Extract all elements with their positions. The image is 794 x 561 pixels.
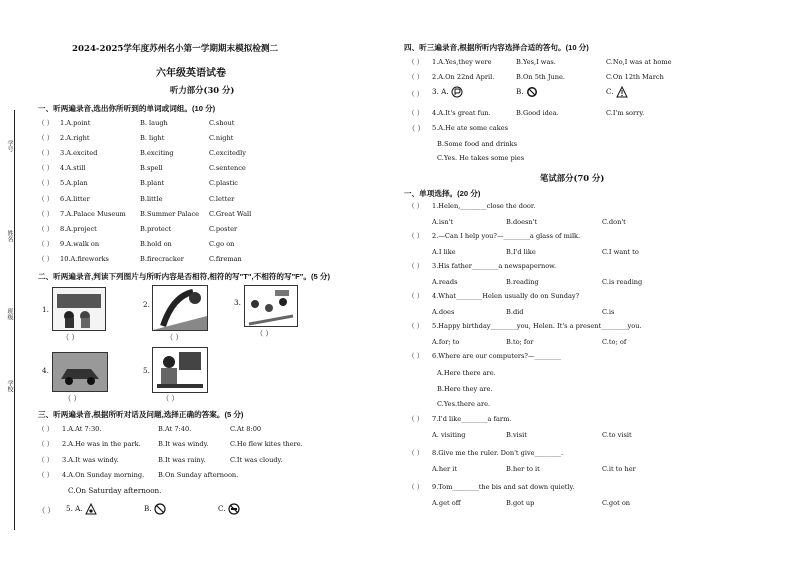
answer-paren: （ ） — [408, 109, 424, 117]
option-a: A.get off — [432, 499, 461, 507]
option-c: C.got on — [602, 499, 631, 507]
option-a: A.I like — [432, 248, 456, 256]
option-a: 7.A.Palace Museum — [60, 209, 126, 218]
pic2-number: 2. — [143, 300, 150, 309]
option-a: 4.A.On Sunday morning. — [62, 470, 145, 479]
question-text: 8.Give me the ruler. Don't give________. — [432, 449, 564, 457]
answer-paren: （ ） — [38, 440, 54, 449]
answer-paren: （ ） — [38, 179, 54, 188]
answer-paren: （ ） — [408, 415, 424, 423]
option-a: 4.A.still — [60, 164, 86, 173]
answer-paren: （ ） — [408, 90, 424, 98]
answer-paren: （ ） — [38, 239, 54, 248]
answer-paren: （ ） — [38, 134, 54, 143]
option-c: C.night — [209, 134, 234, 143]
question-text: 3.His father________a newspapernow. — [432, 262, 557, 270]
answer-paren: （ ） — [408, 262, 424, 270]
option-a: 3.A.excited — [60, 149, 98, 158]
pic3-number: 3. — [234, 298, 241, 307]
option-c: C.excitedly — [209, 149, 246, 158]
answer-paren: （ ） — [408, 352, 424, 360]
picture-1 — [52, 287, 106, 331]
no-entry-sign-icon — [526, 86, 538, 98]
option-b: B.exciting — [140, 149, 174, 158]
pic1-number: 1. — [42, 305, 49, 314]
option-b: B.On Sunday afternoon. — [158, 470, 239, 479]
parking-sign-icon — [451, 86, 463, 98]
answer-paren: （ ） — [408, 292, 424, 300]
option-a: 3.A.It was windy. — [62, 455, 119, 464]
picture-3 — [244, 285, 298, 327]
option-label: 5. A. — [66, 504, 83, 513]
answer-paren: （ ） — [38, 224, 54, 233]
option-b: B.On 5th June. — [516, 73, 566, 81]
part4-item5-paren: （ ） — [408, 124, 425, 133]
pic5-answer: （ ） — [162, 394, 179, 403]
option-a: A.Here there are. — [437, 369, 496, 377]
answer-paren: （ ） — [408, 202, 424, 210]
option-a: 6.A.litter — [60, 194, 90, 203]
question-text: 2.—Can I help you?—________a glass of milk. — [432, 232, 581, 240]
part4-item5-c: C.Yes. He takes some pies — [437, 154, 525, 162]
binding-label-id: 学号 — [6, 140, 13, 152]
option-c: C.to visit — [602, 431, 632, 439]
picture-4 — [52, 352, 108, 392]
binding-line — [14, 110, 15, 530]
option-a: 1.A.At 7:30. — [62, 425, 102, 433]
part4-item5-b: B.Some food and drinks — [437, 140, 517, 148]
no-smoking-sign-icon — [228, 503, 240, 515]
listening-title: 听力部分(30 分) — [170, 85, 235, 95]
part3-item5-a — [66, 503, 97, 515]
option-label: B. — [144, 504, 152, 513]
option-b: B.little — [140, 194, 163, 203]
answer-paren: （ ） — [408, 73, 424, 81]
option-a: A.reads — [432, 278, 458, 286]
option-b: B.doesn't — [506, 218, 538, 226]
option-c: C.On 12th March — [606, 73, 664, 81]
option-a: 10.A.fireworks — [60, 254, 109, 263]
question-text: 7.I'd like________a farm. — [432, 415, 512, 423]
exam-title: 2024-2025学年度苏州名小第一学期期末模拟检测二 — [72, 44, 279, 54]
no-skating-sign-icon — [85, 503, 97, 515]
option-b: B.protect — [140, 224, 172, 233]
option-a: 4.A.It's great fun. — [432, 109, 491, 117]
part3-item5-paren: （ ） — [38, 506, 55, 515]
option-a: 2.A.On 22nd April. — [432, 73, 495, 81]
option-c: C.Great Wall — [209, 209, 252, 218]
option-b: B.hold on — [140, 239, 172, 248]
option-b: B.Here they are. — [437, 384, 493, 393]
option-c: C.It was cloudy. — [230, 455, 283, 464]
written-heading: 一、单项选择。(20 分) — [404, 189, 481, 198]
answer-paren: （ ） — [38, 194, 54, 203]
pic3-answer: （ ） — [256, 329, 273, 338]
option-a: 2.A.right — [60, 134, 90, 143]
option-c: C.No,I was at home — [606, 58, 672, 66]
question-text: 1.Helen,________close the door. — [432, 202, 536, 210]
answer-paren: （ ） — [38, 209, 54, 218]
option-c: C.plastic — [209, 179, 239, 188]
option-a: A.isn't — [432, 218, 454, 226]
pic5-number: 5. — [143, 366, 150, 375]
option-b: B.did — [506, 308, 524, 316]
answer-paren: （ ） — [38, 470, 54, 479]
option-label: C. — [606, 87, 614, 96]
option-a: 8.A.project — [60, 224, 97, 233]
option-label: C. — [218, 504, 226, 513]
question-text: 9.Tom________the bis and sat down quietly. — [432, 483, 575, 491]
part3-item4-c: C.On Saturday afternoon. — [68, 486, 162, 495]
answer-paren: （ ） — [38, 425, 54, 433]
option-b: B.reading — [506, 278, 539, 286]
option-a: A.her it — [432, 465, 458, 473]
exam-subtitle: 六年级英语试卷 — [156, 68, 226, 79]
part3-item5-b — [144, 503, 166, 515]
option-c: C.poster — [209, 224, 238, 233]
part3-heading: 三、听两遍录音,根据所听对话及问题,选择正确的答案。(5 分) — [38, 410, 244, 419]
written-title: 笔试部分(70 分) — [540, 173, 605, 183]
option-c: C.He flew kites there. — [230, 440, 303, 449]
option-a: 1.A.point — [60, 119, 91, 127]
option-c: C.is reading — [602, 278, 643, 286]
option-b: B.Yes,I was. — [516, 58, 556, 66]
question-text: 5.Happy birthday________you, Helen. It's a present________you. — [432, 322, 642, 330]
answer-paren: （ ） — [38, 254, 54, 263]
option-b: B. light — [140, 134, 165, 143]
option-c: C.letter — [209, 194, 235, 203]
part4-item3-a — [432, 86, 463, 98]
pic2-answer: （ ） — [166, 333, 183, 342]
answer-paren: （ ） — [408, 449, 424, 457]
picture-5 — [152, 347, 208, 393]
answer-paren: （ ） — [408, 58, 424, 66]
answer-paren: （ ） — [38, 149, 54, 158]
option-b: B.to; for — [506, 338, 534, 346]
option-c: C.it to her — [602, 465, 636, 473]
answer-paren: （ ） — [408, 322, 424, 330]
pic4-answer: （ ） — [64, 394, 81, 403]
option-b: B.spell — [140, 164, 163, 173]
question-text: 4.What________Helen usually do on Sunday? — [432, 292, 580, 300]
part4-item3-b — [516, 86, 538, 98]
option-b: B.plant — [140, 179, 165, 188]
option-b: B. laugh — [140, 119, 168, 127]
option-c: C.is — [602, 308, 615, 316]
option-label: B. — [516, 87, 524, 96]
part4-heading: 四、听三遍录音,根据所听内容选择合适的答句。(10 分) — [404, 43, 589, 52]
option-a: A.for; to — [432, 338, 460, 346]
option-c: C.don't — [602, 218, 626, 226]
binding-label-class: 班级 — [6, 308, 13, 320]
answer-paren: （ ） — [38, 119, 54, 127]
option-a: A.does — [432, 308, 455, 316]
option-b: B.It was windy. — [158, 440, 209, 449]
option-c: C.I'm sorry. — [606, 109, 645, 117]
answer-paren: （ ） — [38, 455, 54, 464]
part4-item5-a: 5.A.He ate some cakes — [432, 124, 508, 132]
pic4-number: 4. — [42, 366, 49, 375]
question-text: 6.Where are our computers?—________ — [432, 352, 561, 360]
option-b: B.It was rainy. — [158, 455, 206, 464]
option-c: C.sentence — [209, 164, 246, 173]
option-a: 5.A.plan — [60, 179, 88, 188]
part4-item3-c — [606, 86, 628, 98]
picture-2 — [152, 285, 208, 331]
option-c: C.to; of — [602, 338, 627, 346]
option-c: C.Yes.there are. — [437, 400, 491, 408]
no-kite-sign-icon — [154, 503, 166, 515]
option-c: C.I want to — [602, 248, 639, 256]
option-c: C.fireman — [209, 254, 242, 263]
option-b: B.Summer Palace — [140, 209, 200, 218]
answer-paren: （ ） — [38, 164, 54, 173]
option-a: 1.A.Yes,they were — [432, 58, 492, 66]
option-b: B.her to it — [506, 465, 540, 473]
part1-heading: 一、听两遍录音,选出你所听到的单词或词组。(10 分) — [38, 104, 216, 113]
part3-item5-c — [218, 503, 240, 515]
answer-paren: （ ） — [408, 232, 424, 240]
answer-paren: （ ） — [408, 483, 424, 491]
pic1-answer: （ ） — [62, 333, 79, 342]
option-a: 9.A.walk on — [60, 239, 100, 248]
part2-heading: 二、听两遍录音,判读下列图片与所听内容是否相符,相符的写"T",不相符的写"F"。(5 分) — [38, 272, 330, 281]
option-b: B.got up — [506, 499, 535, 507]
option-b: B.firecracker — [140, 254, 184, 263]
option-b: B.I'd like — [506, 248, 536, 256]
option-b: B.At 7:40. — [158, 425, 192, 433]
option-a: 2.A.He was in the park. — [62, 440, 141, 449]
option-c: C.shout — [209, 119, 235, 127]
option-c: C.go on — [209, 239, 235, 248]
binding-label-name: 姓名 — [6, 230, 13, 242]
option-a: A. visiting — [432, 431, 466, 439]
binding-label-school: 学校 — [6, 380, 13, 392]
option-b: B.visit — [506, 431, 527, 439]
option-b: B.Good idea. — [516, 109, 559, 117]
option-label: 3. A. — [432, 87, 449, 96]
option-c: C.At 8:00 — [230, 425, 262, 433]
warning-sign-icon — [616, 86, 628, 98]
